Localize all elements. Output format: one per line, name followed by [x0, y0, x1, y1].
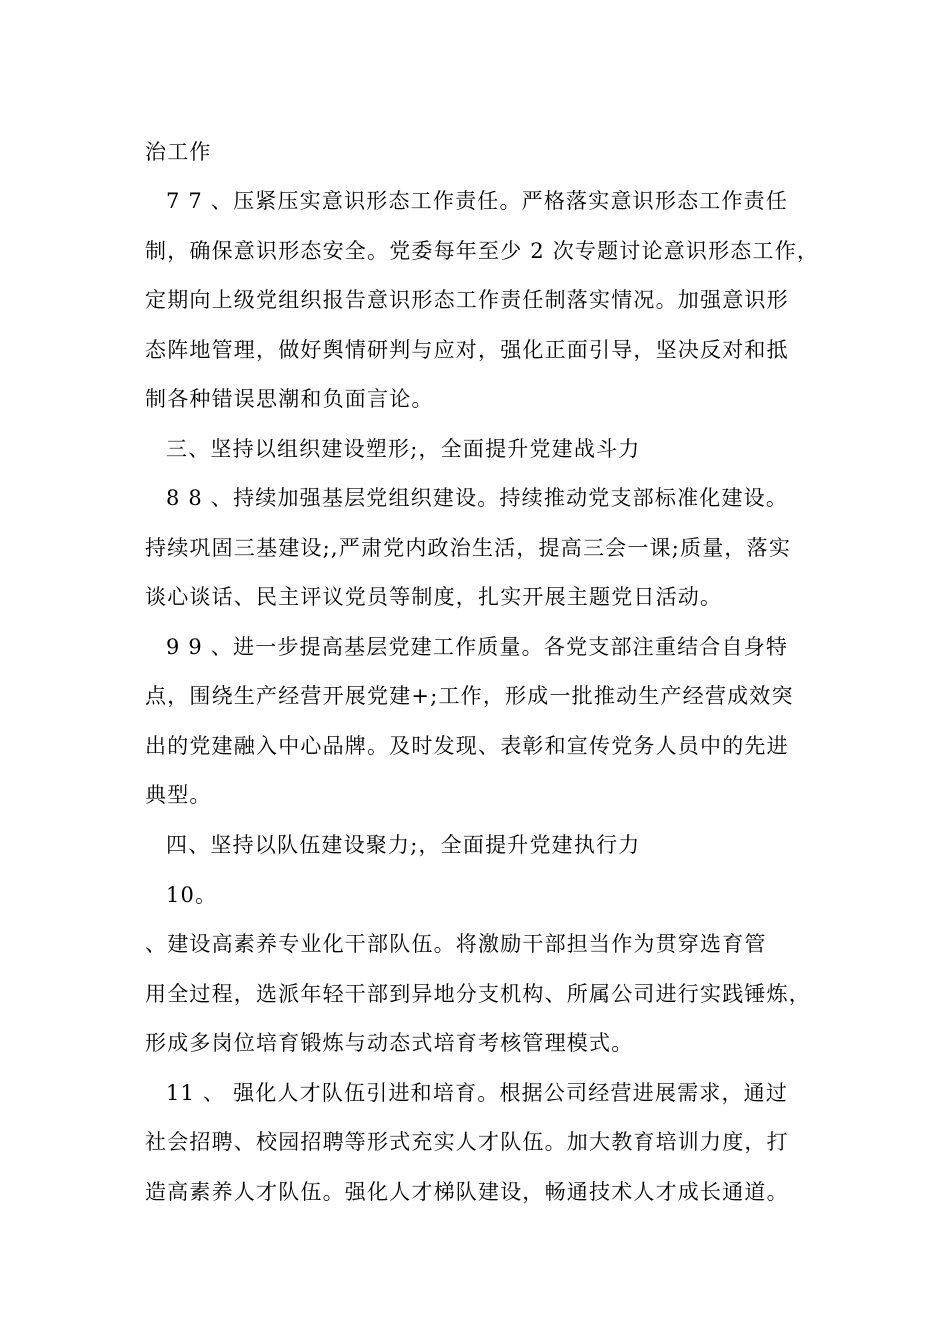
- text-line: 9 9 、进一步提高基层党建工作质量。各党支部注重结合自身特: [166, 635, 789, 659]
- text-line: 制，确保意识形态安全。党委每年至少 2 次专题讨论意识形态工作，: [145, 239, 820, 263]
- text-line: 10。: [166, 883, 218, 907]
- text-line: 持续巩固三基建设;,严肃党内政治生活，提高三会一课;质量，落实: [145, 536, 792, 560]
- text-line: 制各种错误思潮和负面言论。: [145, 387, 434, 411]
- section-heading: 三、坚持以组织建设塑形;，全面提升党建战斗力: [166, 437, 641, 461]
- text-line: 出的党建融入中心品牌。及时发现、表彰和宣传党务人员中的先进: [145, 734, 789, 758]
- text-line: 态阵地管理，做好舆情研判与应对，强化正面引导，坚决反对和抵: [145, 338, 789, 362]
- text-line: 用全过程，选派年轻干部到异地分支机构、所属公司进行实践锤炼，: [145, 982, 811, 1006]
- text-line: 7 7 、压紧压实意识形态工作责任。严格落实意识形态工作责任: [166, 189, 789, 213]
- text-line: 谈心谈话、民主评议党员等制度，扎实开展主题党日活动。: [145, 585, 723, 609]
- text-line: 造高素养人才队伍。强化人才梯队建设，畅通技术人才成长通道。: [145, 1180, 789, 1204]
- text-line: 点，围绕生产经营开展党建+;工作，形成一批推动生产经营成效突: [145, 684, 794, 708]
- text-line: 8 8 、持续加强基层党组织建设。持续推动党支部标准化建设。: [166, 486, 789, 510]
- text-line: 典型。: [145, 783, 212, 807]
- text-line: 定期向上级党组织报告意识形态工作责任制落实情况。加强意识形: [145, 288, 789, 312]
- section-heading: 四、坚持以队伍建设聚力;，全面提升党建执行力: [166, 833, 641, 857]
- text-line: 形成多岗位培育锻炼与动态式培育考核管理模式。: [145, 1031, 634, 1055]
- text-line: 、建设高素养专业化干部队伍。将激励干部担当作为贯穿选育管: [145, 932, 767, 956]
- text-line: 治工作: [145, 140, 212, 164]
- text-line: 社会招聘、校园招聘等形式充实人才队伍。加大教育培训力度，打: [145, 1130, 789, 1154]
- text-line: 11 、 强化人才队伍引进和培育。根据公司经营进展需求，通过: [166, 1081, 789, 1105]
